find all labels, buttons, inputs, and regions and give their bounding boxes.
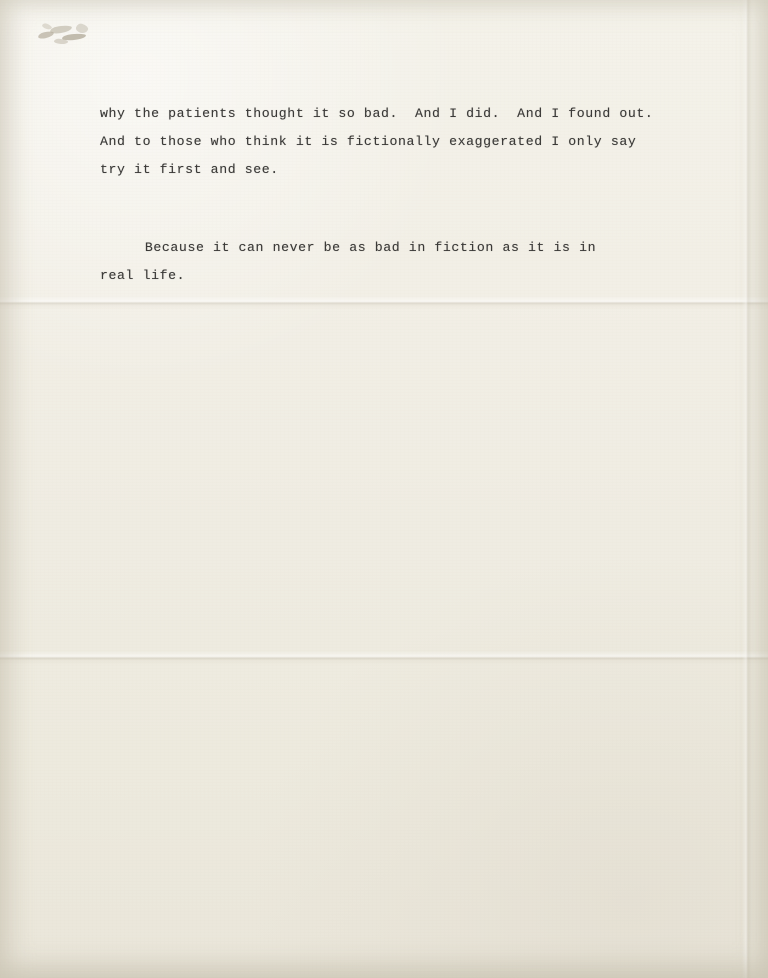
paragraph-first [100, 100, 700, 184]
text-line: Because it can never be as bad in fiction as it is in [144, 240, 597, 255]
text-line: try it first and see. [100, 162, 279, 177]
horizontal-fold-crease-lower [0, 651, 768, 665]
text-line: And to those who think it is fictionally exaggerated I only say [100, 134, 637, 149]
tear-blot [38, 30, 55, 39]
tear-blot [54, 38, 68, 44]
tear-blot [50, 25, 73, 35]
tear-blot [75, 22, 89, 34]
horizontal-fold-crease-upper [0, 296, 768, 310]
text-line: why the patients thought it so bad. And I did. And I found out. [100, 106, 654, 121]
paper-tear-mark [36, 22, 92, 48]
vertical-fold-crease [742, 0, 752, 978]
text-line: real life. [100, 268, 186, 283]
tear-blot [62, 33, 86, 41]
typescript-body [100, 100, 700, 290]
paragraph-second [100, 234, 700, 290]
tear-blot [41, 22, 52, 30]
